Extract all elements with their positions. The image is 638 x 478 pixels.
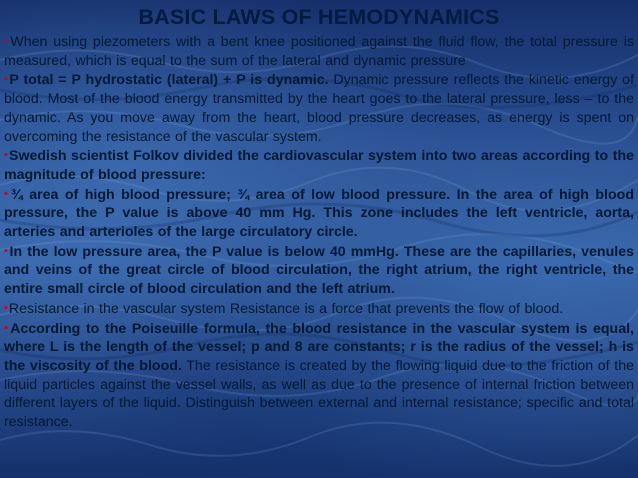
paragraph-6 — [4, 299, 634, 319]
bullet-icon: ▪ — [4, 187, 10, 200]
paragraph-6-text: Resistance in the vascular system Resistance is a force that prevents the flow of blood. — [8, 300, 564, 317]
bullet-icon: ▪ — [4, 73, 9, 86]
paragraph-1-text: When using piezometers with a bent knee positioned against the fluid flow, the total pressure is measured, which is equal to the sum of the lateral and dynamic pressure — [4, 34, 634, 69]
bullet-icon: ▪ — [4, 244, 9, 257]
paragraph-2 — [4, 70, 634, 146]
slide-title: BASIC LAWS OF HEMODYNAMICS — [138, 5, 500, 29]
slide-content — [4, 0, 634, 432]
bullet-icon: ▪ — [4, 301, 8, 314]
bullet-icon: ▪ — [4, 35, 10, 47]
paragraph-5-bold: In the low pressure area, the P value is below 40 mmHg. These are the capillaries, venules and veins of the great circle of blood circulation, the right atrium, the right ventricle, the entire small circle of blood circulation and the left atrium. — [4, 243, 634, 298]
paragraph-5 — [4, 242, 634, 299]
paragraph-7 — [4, 319, 634, 432]
paragraph-7-text: The resistance is created by the flowing liquid due to the friction of the liquid particles against the vessel walls, as well as due to the presence of internal friction between different layers of the liquid. Distinguish between external and internal resistance; specific and total resistance. — [4, 357, 635, 431]
paragraph-2-text: Dynamic pressure reflects the kinetic energy of blood. Most of the blood energy transmitted by the heart goes to the lateral pressure, less – to the dynamic. As you move away from the heart, blood pressure decreases, as energy is spent on overcoming the resistance of the vascular system. — [4, 72, 635, 145]
paragraph-4 — [4, 185, 634, 242]
paragraph-4-bold: ¾ area of high blood pressure; ¾ area of low blood pressure. In the area of high blood pressure, the P value is above 40 mm Hg. This zone includes the left ventricle, aorta, arteries and arterioles of the large circulatory circle. — [4, 186, 634, 241]
paragraph-2-bold: P total = P hydrostatic (lateral) + P is dynamic. — [9, 72, 329, 89]
paragraph-3-bold: Swedish scientist Folkov divided the cardiovascular system into two areas according to the magnitude of blood pressure: — [4, 148, 634, 183]
bullet-icon: ▪ — [4, 321, 10, 334]
paragraph-7-bold: According to the Poiseuille formula, the blood resistance in the vascular system is equal, where L is the length of the vessel; p and 8 are constants; r is the radius of the vessel; h is the viscosity of the blood. — [4, 320, 634, 374]
paragraph-3 — [4, 146, 634, 184]
paragraph-1 — [4, 32, 634, 70]
bullet-icon: ▪ — [4, 149, 8, 162]
